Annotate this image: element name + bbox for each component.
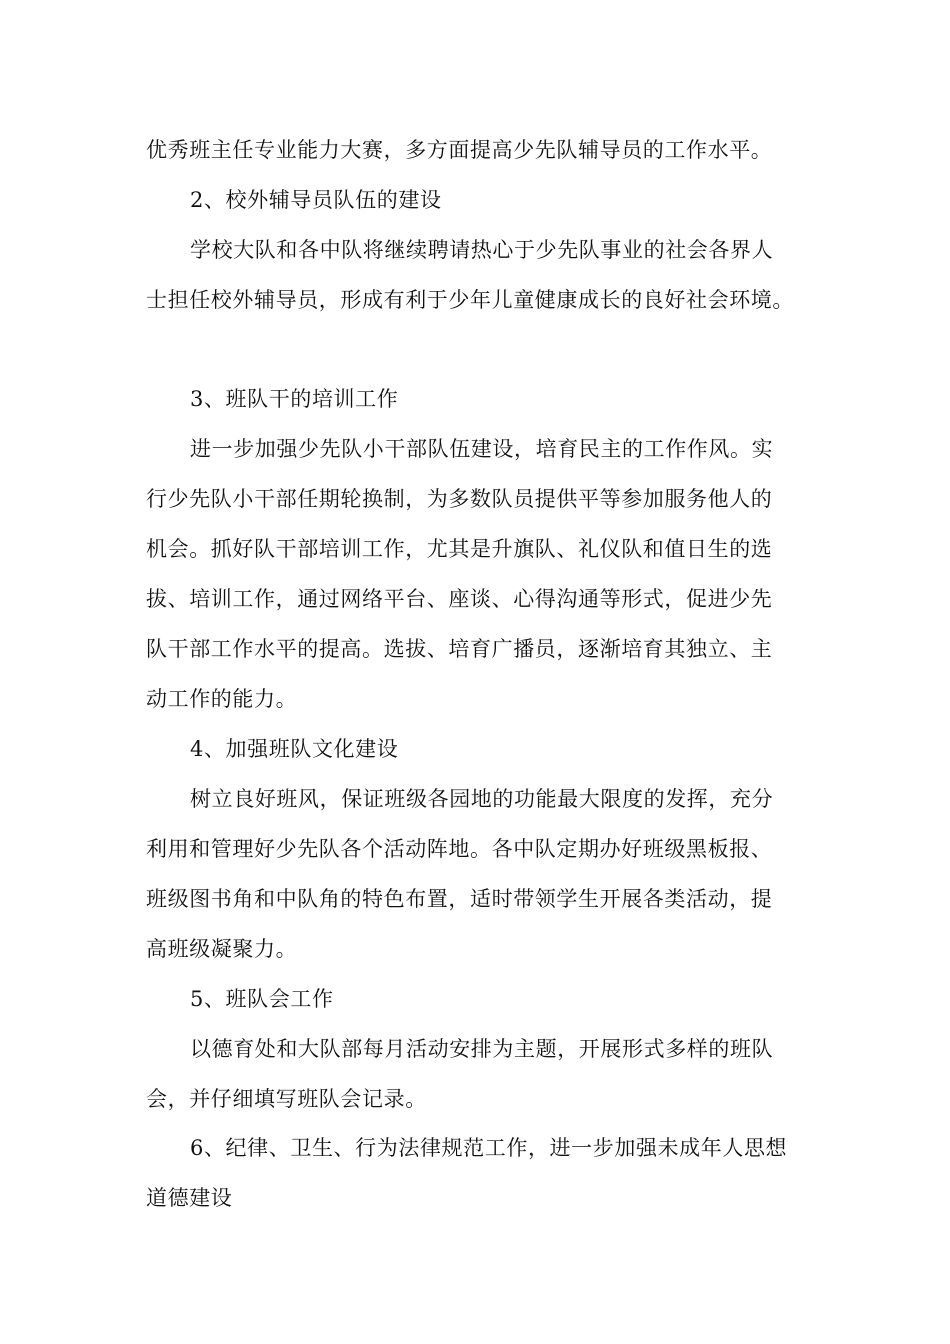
paragraph-line: 会，并仔细填写班队会记录。 bbox=[146, 1087, 427, 1111]
paragraph-line: 机会。抓好队干部培训工作，尤其是升旗队、礼仪队和值日生的选 bbox=[146, 537, 773, 561]
paragraph-line: 学校大队和各中队将继续聘请热心于少先队事业的社会各界人 bbox=[190, 238, 774, 262]
section-heading: 3、班队干的培训工作 bbox=[190, 387, 399, 411]
paragraph-line: 高班级凝聚力。 bbox=[146, 937, 298, 961]
paragraph-line: 树立良好班风，保证班级各园地的功能最大限度的发挥，充分 bbox=[190, 787, 774, 811]
paragraph-line: 以德育处和大队部每月活动安排为主题，开展形式多样的班队 bbox=[190, 1037, 774, 1061]
section-heading: 2、校外辅导员队伍的建设 bbox=[190, 188, 442, 212]
section-heading: 4、加强班队文化建设 bbox=[190, 737, 399, 761]
paragraph-line: 进一步加强少先队小干部队伍建设，培育民主的工作作风。实 bbox=[190, 437, 774, 461]
paragraph-line: 动工作的能力。 bbox=[146, 687, 298, 711]
paragraph-line: 优秀班主任专业能力大赛，多方面提高少先队辅导员的工作水平。 bbox=[146, 138, 773, 162]
section-heading: 6、纪律、卫生、行为法律规范工作，进一步加强未成年人思想 bbox=[190, 1136, 788, 1160]
section-heading: 5、班队会工作 bbox=[190, 987, 334, 1011]
paragraph-line: 士担任校外辅导员，形成有利于少年儿童健康成长的良好社会环境。 bbox=[146, 288, 794, 312]
paragraph-line: 道德建设 bbox=[146, 1186, 233, 1210]
paragraph-line: 行少先队小干部任期轮换制，为多数队员提供平等参加服务他人的 bbox=[146, 487, 773, 511]
paragraph-line: 拔、培训工作，通过网络平台、座谈、心得沟通等形式，促进少先 bbox=[146, 587, 773, 611]
paragraph-line: 队干部工作水平的提高。选拔、培育广播员，逐渐培育其独立、主 bbox=[146, 637, 773, 661]
paragraph-line: 班级图书角和中队角的特色布置，适时带领学生开展各类活动，提 bbox=[146, 887, 773, 911]
paragraph-line: 利用和管理好少先队各个活动阵地。各中队定期办好班级黑板报、 bbox=[146, 837, 773, 861]
